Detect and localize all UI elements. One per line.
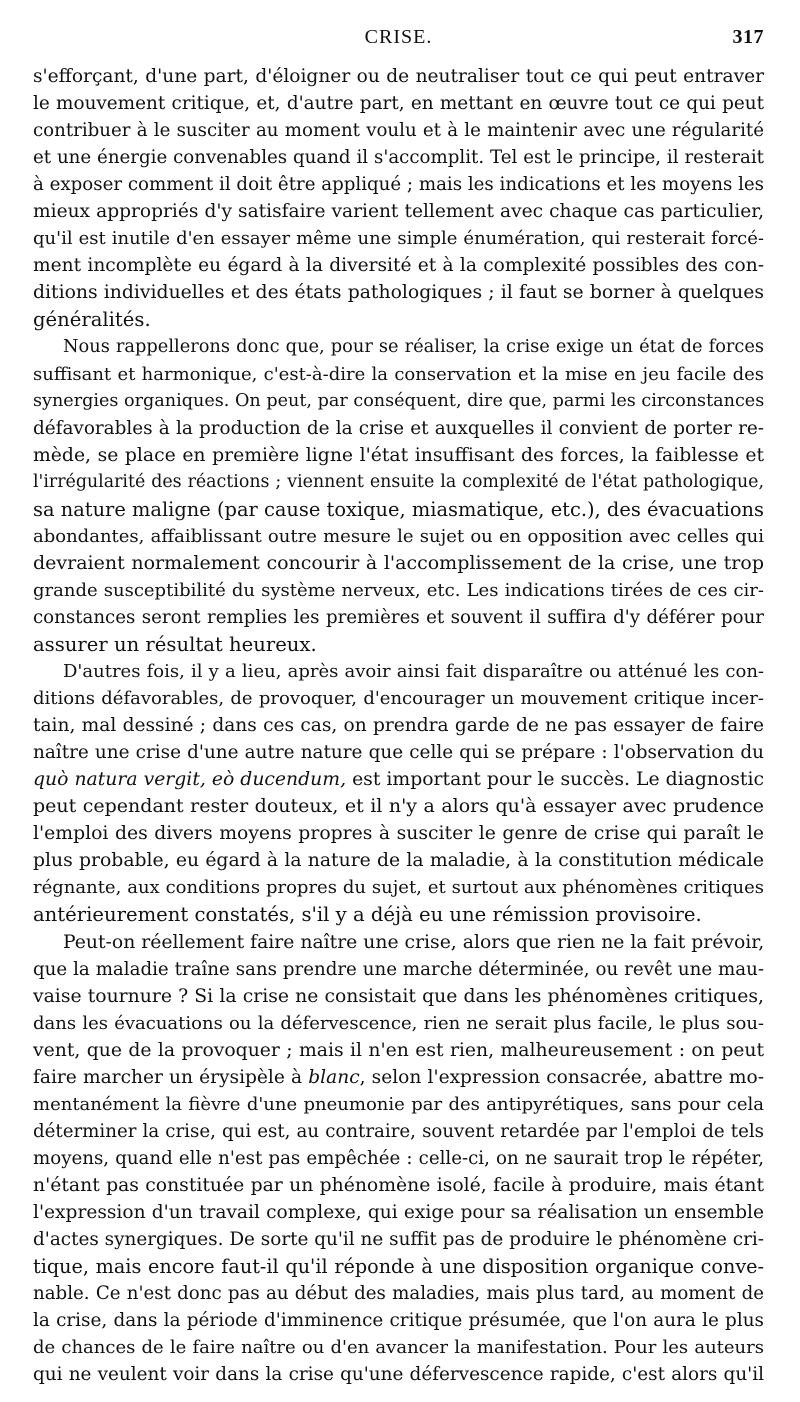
text-line: dans les évacuations ou la défervescence, rien ne serait plus facile, le plus sou- [33,1012,764,1034]
body-text [33,63,764,1388]
page-number: 317 [732,26,764,48]
text-line: naître une crise d'une autre nature que celle qui se prépare : l'observation du [33,742,764,764]
text-line: plus probable, eu égard à la nature de la maladie, à la constitution médicale [33,850,764,872]
text-line: ditions individuelles et des états pathologiques ; il faut se borner à quelques [33,282,764,304]
text-line: qu'il est inutile d'en essayer même une simple énumération, qui resterait forcé- [33,228,764,250]
text-line: mentanément la fièvre d'une pneumonie par des antipyrétiques, sans pour cela [33,1093,764,1115]
text-line: déterminer la crise, qui est, au contraire, souvent retardée par l'emploi de tels [33,1120,764,1142]
text-line-with-italic [33,1064,764,1091]
text-line: grande susceptibilité du système nerveux, etc. Les indications tirées de ces cir- [33,579,764,601]
text-line: le mouvement critique, et, d'autre part, en mettant en œuvre tout ce qui peut [33,93,764,115]
text-line: nable. Ce n'est donc pas au début des maladies, mais plus tard, au moment de [33,1283,764,1305]
text-line: l'emploi des divers moyens propres à susciter le genre de crise qui paraît le [33,823,764,845]
text-line: l'irrégularité des réactions ; viennent ensuite la complexité de l'état pathologique, [33,471,764,492]
text-line: constances seront remplies les premières et souvent il suffira d'y déférer pour [33,606,764,628]
text-line: à exposer comment il doit être appliqué ; mais les indications et les moyens les [33,174,764,196]
text-line: suffisant et harmonique, c'est-à-dire la conservation et la mise en jeu facile des [33,363,764,385]
text-line: synergies organiques. On peut, par conséquent, dire que, parmi les circonstances [33,390,764,411]
line-after: , selon l'expression consacrée, abattre mo- [359,1066,764,1088]
text-line: s'efforçant, d'une part, d'éloigner ou de neutraliser tout ce qui peut entraver [33,66,764,87]
text-line: que la maladie traîne sans prendre une marche déterminée, ou revêt une mau- [33,958,764,980]
text-line: devraient normalement concourir à l'accomplissement de la crise, une trop [33,551,764,574]
text-line: défavorables à la production de la crise et auxquelles il convient de porter re- [33,417,764,439]
text-line: ditions défavorables, de provoquer, d'encourager un mouvement critique incer- [33,688,764,710]
text-line: d'actes synergiques. De sorte qu'il ne suffit pas de produire le phénomène cri- [33,1229,764,1251]
text-line: ment incomplète eu égard à la diversité et à la complexité possibles des con- [33,255,764,277]
text-line: antérieurement constatés, s'il y a déjà eu une rémission provisoire. [33,903,702,927]
text-line: abondantes, affaiblissant outre mesure le sujet ou en opposition avec celles qui [33,525,764,547]
text-line: mieux appropriés d'y satisfaire varient tellement avec chaque cas particulier, [33,201,764,223]
text-line: de chances de le faire naître ou d'en avancer la manifestation. Pour les auteurs [33,1337,764,1359]
paragraph-start-line: D'autres fois, il y a lieu, après avoir ainsi fait disparaître ou atténué les con- [63,661,764,683]
text-line: qui ne veulent voir dans la crise qu'une défervescence rapide, c'est alors qu'il [33,1364,764,1386]
text-line: assurer un résultat heureux. [33,632,317,656]
text-line: peut cependant rester douteux, et il n'y a alors qu'à essayer avec prudence [33,795,764,818]
text-line: et une énergie convenables quand il s'accomplit. Tel est le principe, il resterait [33,147,764,169]
text-line: régnante, aux conditions propres du sujet, et surtout aux phénomènes critiques [33,877,764,899]
text-line: la crise, dans la période d'imminence critique présumée, que l'on aura le plus [33,1310,764,1332]
text-line: tain, mal dessiné ; dans ces cas, on prendra garde de ne pas essayer de faire [33,715,764,737]
paragraph-start-line: Peut-on réellement faire naître une crise, alors que rien ne la fait prévoir, [63,931,764,953]
text-line: mède, se place en première ligne l'état insuffisant des forces, la faiblesse et [33,444,764,466]
text-line: tique, mais encore faut-il qu'il réponde à une disposition organique conve- [33,1255,764,1279]
text-line: généralités. [33,308,151,332]
text-line: sa nature maligne (par cause toxique, miasmatique, etc.), des évacuations [33,497,764,521]
latin-quote: quò natura vergit, eò ducendum, [33,769,347,791]
text-line: n'étant pas constituée par un phénomène isolé, facile à produire, mais étant [33,1174,764,1196]
text-line: vent, que de la provoquer ; mais il n'en est rien, malheureusement : on peut [33,1039,764,1061]
text-line: l'expression d'un travail complexe, qui exige pour sa réalisation un ensemble [33,1201,764,1223]
running-title: CRISE. [364,26,433,48]
text-line: contribuer à le susciter au moment voulu et à le maintenir avec une régularité [33,120,764,142]
line-rest: est important pour le succès. Le diagnostic [346,769,764,791]
text-line: vaise tournure ? Si la crise ne consistait que dans les phénomènes critiques, [33,985,764,1007]
line-before: faire marcher un érysipèle à [33,1066,309,1088]
running-header [33,26,764,54]
text-line: moyens, quand elle n'est pas empêchée : celle-ci, on ne saurait trop le répéter, [33,1147,764,1169]
paragraph-start-line: Nous rappellerons donc que, pour se réaliser, la crise exige un état de forces [63,336,764,358]
text-line-with-latin-quote [33,766,764,793]
italic-word: blanc [308,1066,360,1088]
